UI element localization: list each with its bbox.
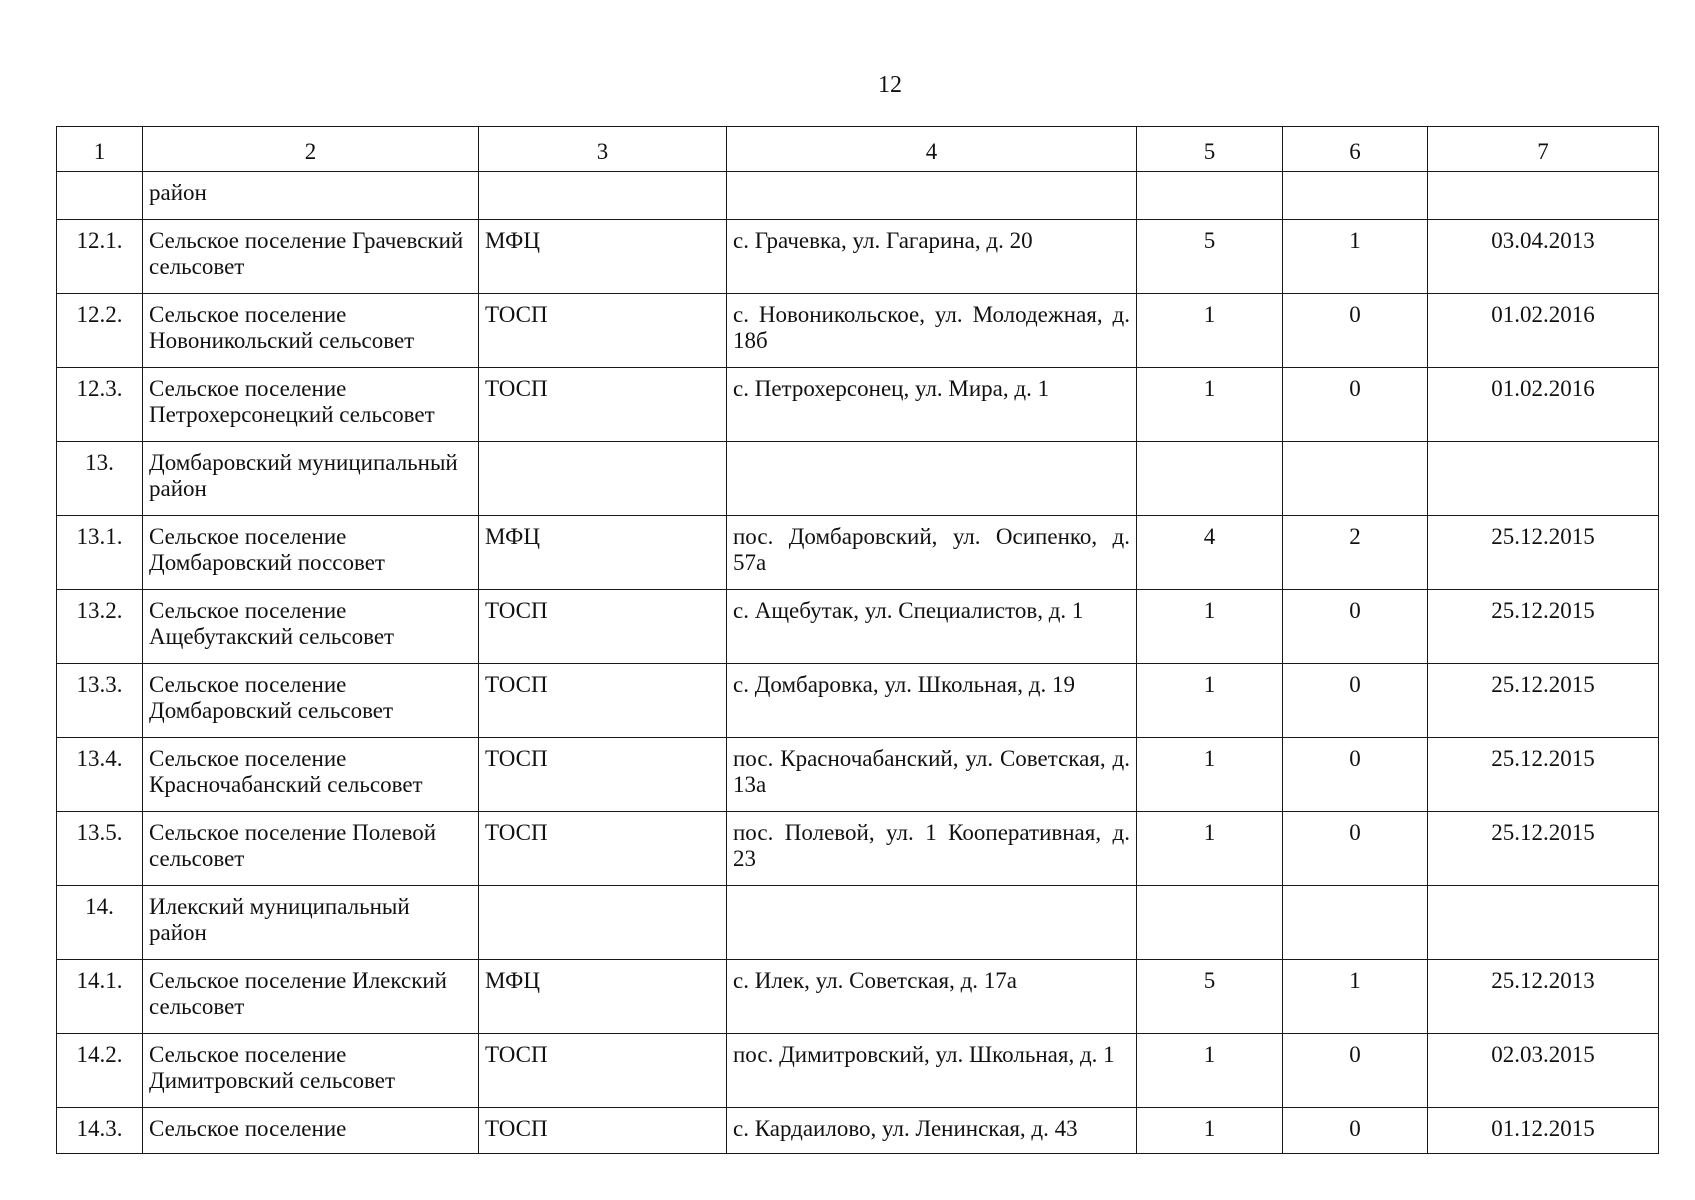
opening-date [1428, 442, 1659, 516]
opening-date: 01.12.2015 [1428, 1108, 1659, 1154]
table-row [57, 590, 1659, 664]
windows-count: 1 [1137, 664, 1283, 738]
registry-table [56, 126, 1659, 1154]
table-row [57, 1034, 1659, 1108]
staff-count: 0 [1283, 738, 1428, 812]
table-row [57, 960, 1659, 1034]
staff-count: 1 [1283, 220, 1428, 294]
office-address: пос. Красночабанский, ул. Советская, д. 13а [727, 738, 1137, 812]
opening-date: 25.12.2015 [1428, 738, 1659, 812]
staff-count: 0 [1283, 812, 1428, 886]
opening-date: 25.12.2013 [1428, 960, 1659, 1034]
windows-count: 1 [1137, 590, 1283, 664]
column-header-2: 2 [143, 127, 479, 172]
staff-count: 0 [1283, 1034, 1428, 1108]
settlement-name: Сельское поселение Новоникольский сельсовет [143, 294, 479, 368]
settlement-name: Домбаровский муниципальный район [143, 442, 479, 516]
row-number [57, 172, 143, 220]
column-header-3: 3 [479, 127, 727, 172]
office-address [727, 172, 1137, 220]
windows-count: 1 [1137, 294, 1283, 368]
opening-date: 01.02.2016 [1428, 294, 1659, 368]
windows-count: 1 [1137, 738, 1283, 812]
windows-count: 5 [1137, 220, 1283, 294]
office-type: ТОСП [479, 294, 727, 368]
windows-count [1137, 442, 1283, 516]
column-header-1: 1 [57, 127, 143, 172]
windows-count [1137, 172, 1283, 220]
settlement-name: Сельское поселение Красночабанский сельсовет [143, 738, 479, 812]
office-address: с. Петрохерсонец, ул. Мира, д. 1 [727, 368, 1137, 442]
office-type: МФЦ [479, 516, 727, 590]
row-number: 13.4. [57, 738, 143, 812]
settlement-name: Сельское поселение Домбаровский поссовет [143, 516, 479, 590]
opening-date: 25.12.2015 [1428, 516, 1659, 590]
office-type: ТОСП [479, 1108, 727, 1154]
row-number: 13.2. [57, 590, 143, 664]
column-header-4: 4 [727, 127, 1137, 172]
windows-count: 5 [1137, 960, 1283, 1034]
opening-date [1428, 886, 1659, 960]
settlement-name: Сельское поселение [143, 1108, 479, 1154]
settlement-name: Сельское поселение Петрохерсонецкий сельсовет [143, 368, 479, 442]
windows-count: 4 [1137, 516, 1283, 590]
opening-date: 25.12.2015 [1428, 664, 1659, 738]
settlement-name: Сельское поселение Димитровский сельсовет [143, 1034, 479, 1108]
office-type: ТОСП [479, 738, 727, 812]
windows-count: 1 [1137, 1108, 1283, 1154]
row-number: 14. [57, 886, 143, 960]
column-header-7: 7 [1428, 127, 1659, 172]
settlement-name: Сельское поселение Ащебутакский сельсовет [143, 590, 479, 664]
table-row [57, 294, 1659, 368]
settlement-name: Илекский муниципальный район [143, 886, 479, 960]
staff-count: 0 [1283, 368, 1428, 442]
header-row [57, 127, 1659, 172]
office-type: МФЦ [479, 220, 727, 294]
row-number: 14.2. [57, 1034, 143, 1108]
table-row [57, 368, 1659, 442]
row-number: 13.3. [57, 664, 143, 738]
office-address: с. Ащебутак, ул. Специалистов, д. 1 [727, 590, 1137, 664]
office-address [727, 442, 1137, 516]
staff-count [1283, 172, 1428, 220]
office-address: с. Домбаровка, ул. Школьная, д. 19 [727, 664, 1137, 738]
staff-count: 0 [1283, 294, 1428, 368]
windows-count [1137, 886, 1283, 960]
settlement-name: район [143, 172, 479, 220]
office-address: с. Илек, ул. Советская, д. 17а [727, 960, 1137, 1034]
office-type: ТОСП [479, 590, 727, 664]
office-address: с. Новоникольское, ул. Молодежная, д. 18б [727, 294, 1137, 368]
staff-count: 0 [1283, 664, 1428, 738]
table-row [57, 886, 1659, 960]
windows-count: 1 [1137, 368, 1283, 442]
office-address: пос. Димитровский, ул. Школьная, д. 1 [727, 1034, 1137, 1108]
row-number: 14.3. [57, 1108, 143, 1154]
table-row [57, 664, 1659, 738]
office-type: ТОСП [479, 368, 727, 442]
table-row [57, 220, 1659, 294]
table-row [57, 812, 1659, 886]
office-type [479, 172, 727, 220]
opening-date: 01.02.2016 [1428, 368, 1659, 442]
office-address [727, 886, 1137, 960]
office-type [479, 886, 727, 960]
opening-date: 25.12.2015 [1428, 812, 1659, 886]
staff-count: 1 [1283, 960, 1428, 1034]
opening-date [1428, 172, 1659, 220]
table-row [57, 172, 1659, 220]
column-header-5: 5 [1137, 127, 1283, 172]
staff-count [1283, 442, 1428, 516]
row-number: 12.3. [57, 368, 143, 442]
opening-date: 03.04.2013 [1428, 220, 1659, 294]
row-number: 12.1. [57, 220, 143, 294]
row-number: 13. [57, 442, 143, 516]
office-type: ТОСП [479, 664, 727, 738]
page-number: 12 [878, 72, 902, 98]
office-address: пос. Домбаровский, ул. Осипенко, д. 57а [727, 516, 1137, 590]
table-row [57, 1108, 1659, 1154]
staff-count: 2 [1283, 516, 1428, 590]
office-type: ТОСП [479, 1034, 727, 1108]
column-header-6: 6 [1283, 127, 1428, 172]
settlement-name: Сельское поселение Илекский сельсовет [143, 960, 479, 1034]
row-number: 14.1. [57, 960, 143, 1034]
windows-count: 1 [1137, 1034, 1283, 1108]
table-row [57, 442, 1659, 516]
staff-count: 0 [1283, 1108, 1428, 1154]
windows-count: 1 [1137, 812, 1283, 886]
row-number: 12.2. [57, 294, 143, 368]
office-type: ТОСП [479, 812, 727, 886]
row-number: 13.5. [57, 812, 143, 886]
row-number: 13.1. [57, 516, 143, 590]
office-type: МФЦ [479, 960, 727, 1034]
opening-date: 02.03.2015 [1428, 1034, 1659, 1108]
staff-count [1283, 886, 1428, 960]
office-type [479, 442, 727, 516]
settlement-name: Сельское поселение Полевой сельсовет [143, 812, 479, 886]
settlement-name: Сельское поселение Домбаровский сельсовет [143, 664, 479, 738]
opening-date: 25.12.2015 [1428, 590, 1659, 664]
office-address: пос. Полевой, ул. 1 Кооперативная, д. 23 [727, 812, 1137, 886]
table-row [57, 738, 1659, 812]
office-address: с. Грачевка, ул. Гагарина, д. 20 [727, 220, 1137, 294]
staff-count: 0 [1283, 590, 1428, 664]
settlement-name: Сельское поселение Грачевский сельсовет [143, 220, 479, 294]
office-address: с. Кардаилово, ул. Ленинская, д. 43 [727, 1108, 1137, 1154]
table-row [57, 516, 1659, 590]
